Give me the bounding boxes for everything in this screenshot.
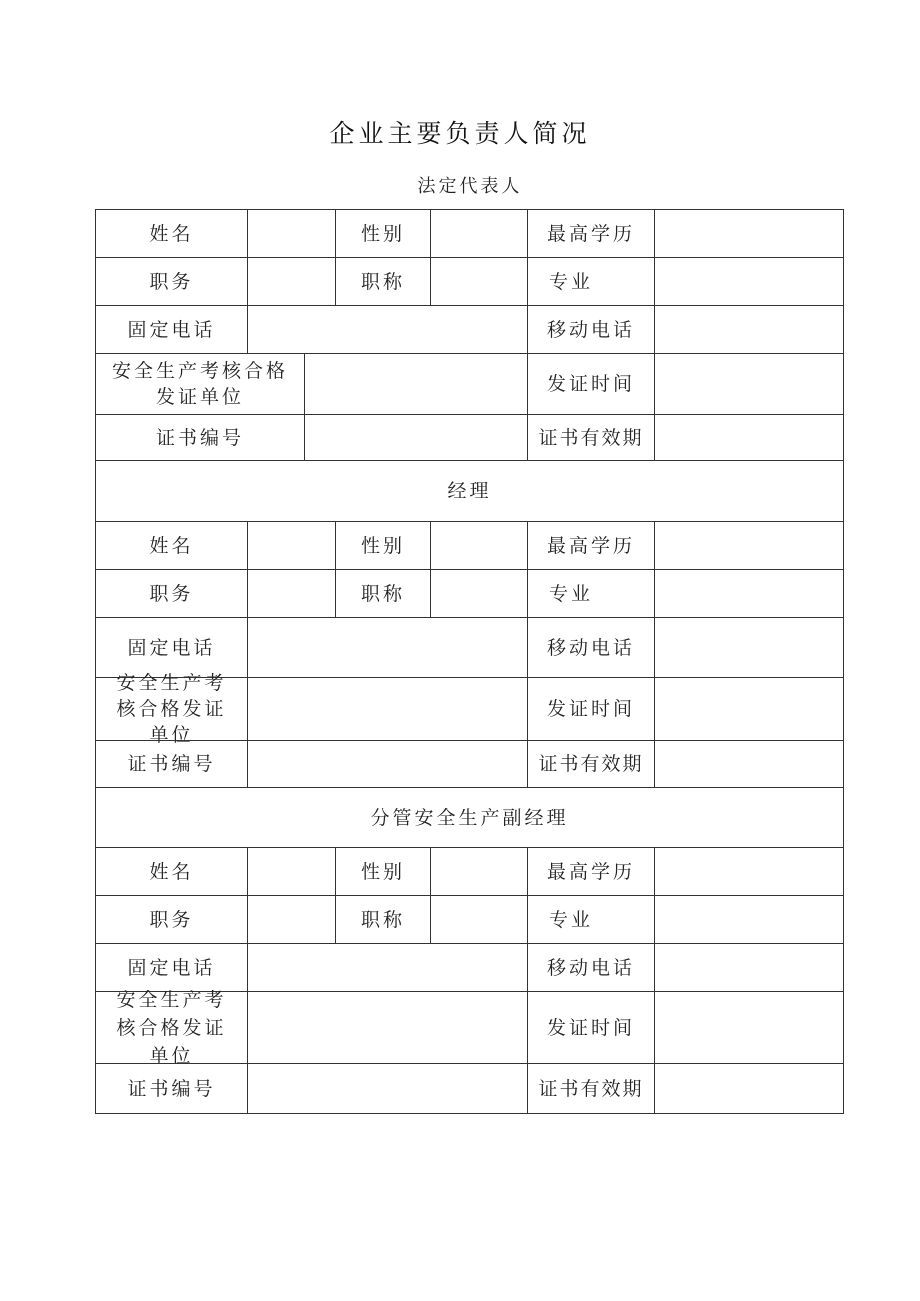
manager-cert-unit-label: 安全生产考核合格发证单位 (95, 677, 248, 741)
safety-deputy-major-field[interactable] (654, 895, 844, 944)
safety-deputy-rank-field[interactable] (430, 895, 528, 944)
manager-cert-no-label: 证书编号 (95, 740, 248, 788)
legal-rep-cert-unit-field[interactable] (304, 353, 528, 415)
legal-rep-mobile-field[interactable] (654, 305, 844, 354)
safety-deputy-cert-date-field[interactable] (654, 991, 844, 1064)
safety-deputy-name-label: 姓名 (95, 847, 248, 896)
legal-rep-cert-valid-label: 证书有效期 (527, 414, 655, 461)
manager-position-label: 职务 (95, 569, 248, 618)
safety-deputy-education-label: 最高学历 (527, 847, 655, 896)
legal-rep-gender-label: 性别 (335, 209, 431, 258)
safety-deputy-cert-valid-label: 证书有效期 (527, 1063, 655, 1114)
legal-rep-cert-valid-field[interactable] (654, 414, 844, 461)
manager-rank-field[interactable] (430, 569, 528, 618)
legal-rep-cert-date-field[interactable] (654, 353, 844, 415)
legal-rep-position-label: 职务 (95, 257, 248, 306)
manager-gender-field[interactable] (430, 521, 528, 570)
manager-rank-label: 职称 (335, 569, 431, 618)
legal-rep-rank-label: 职称 (335, 257, 431, 306)
legal-rep-mobile-label: 移动电话 (527, 305, 655, 354)
section-title-safety-deputy-manager: 分管安全生产副经理 (95, 787, 844, 848)
manager-cert-date-label: 发证时间 (527, 677, 655, 741)
manager-mobile-field[interactable] (654, 617, 844, 678)
legal-rep-landline-label: 固定电话 (95, 305, 248, 354)
manager-position-field[interactable] (247, 569, 336, 618)
safety-deputy-major-label: 专业 (527, 895, 655, 944)
safety-deputy-mobile-field[interactable] (654, 943, 844, 992)
page-title: 企业主要负责人简况 (329, 119, 591, 148)
safety-deputy-education-field[interactable] (654, 847, 844, 896)
safety-deputy-cert-valid-field[interactable] (654, 1063, 844, 1114)
legal-rep-education-label: 最高学历 (527, 209, 655, 258)
legal-rep-cert-unit-label: 安全生产考核合格发证单位 (95, 353, 305, 415)
safety-deputy-cert-no-label: 证书编号 (95, 1063, 248, 1114)
legal-rep-rank-field[interactable] (430, 257, 528, 306)
manager-landline-label: 固定电话 (95, 617, 248, 678)
legal-rep-major-field[interactable] (654, 257, 844, 306)
manager-major-field[interactable] (654, 569, 844, 618)
safety-deputy-name-field[interactable] (247, 847, 336, 896)
legal-rep-name-label: 姓名 (95, 209, 248, 258)
safety-deputy-cert-unit-field[interactable] (247, 991, 528, 1064)
safety-deputy-gender-label: 性别 (335, 847, 431, 896)
manager-cert-no-field[interactable] (247, 740, 528, 788)
manager-education-label: 最高学历 (527, 521, 655, 570)
safety-deputy-rank-label: 职称 (335, 895, 431, 944)
manager-mobile-label: 移动电话 (527, 617, 655, 678)
safety-deputy-gender-field[interactable] (430, 847, 528, 896)
manager-gender-label: 性别 (335, 521, 431, 570)
safety-deputy-cert-no-field[interactable] (247, 1063, 528, 1114)
legal-rep-cert-no-field[interactable] (304, 414, 528, 461)
principal-info-table (96, 210, 845, 1115)
legal-rep-position-field[interactable] (247, 257, 336, 306)
legal-rep-cert-date-label: 发证时间 (527, 353, 655, 415)
safety-deputy-mobile-label: 移动电话 (527, 943, 655, 992)
manager-education-field[interactable] (654, 521, 844, 570)
legal-rep-name-field[interactable] (247, 209, 336, 258)
legal-rep-major-label: 专业 (527, 257, 655, 306)
manager-name-field[interactable] (247, 521, 336, 570)
legal-rep-gender-field[interactable] (430, 209, 528, 258)
manager-landline-field[interactable] (247, 617, 528, 678)
manager-name-label: 姓名 (95, 521, 248, 570)
manager-cert-date-field[interactable] (654, 677, 844, 741)
safety-deputy-cert-unit-label: 安全生产考核合格发证单位 (95, 991, 248, 1064)
legal-rep-cert-no-label: 证书编号 (95, 414, 305, 461)
manager-cert-valid-field[interactable] (654, 740, 844, 788)
section-title-legal-representative: 法定代表人 (417, 176, 523, 197)
safety-deputy-position-label: 职务 (95, 895, 248, 944)
safety-deputy-landline-field[interactable] (247, 943, 528, 992)
manager-cert-valid-label: 证书有效期 (527, 740, 655, 788)
safety-deputy-cert-date-label: 发证时间 (527, 991, 655, 1064)
safety-deputy-position-field[interactable] (247, 895, 336, 944)
section-title-manager: 经理 (95, 460, 844, 522)
legal-rep-landline-field[interactable] (247, 305, 528, 354)
legal-rep-education-field[interactable] (654, 209, 844, 258)
safety-deputy-landline-label: 固定电话 (95, 943, 248, 992)
manager-cert-unit-field[interactable] (247, 677, 528, 741)
manager-major-label: 专业 (527, 569, 655, 618)
